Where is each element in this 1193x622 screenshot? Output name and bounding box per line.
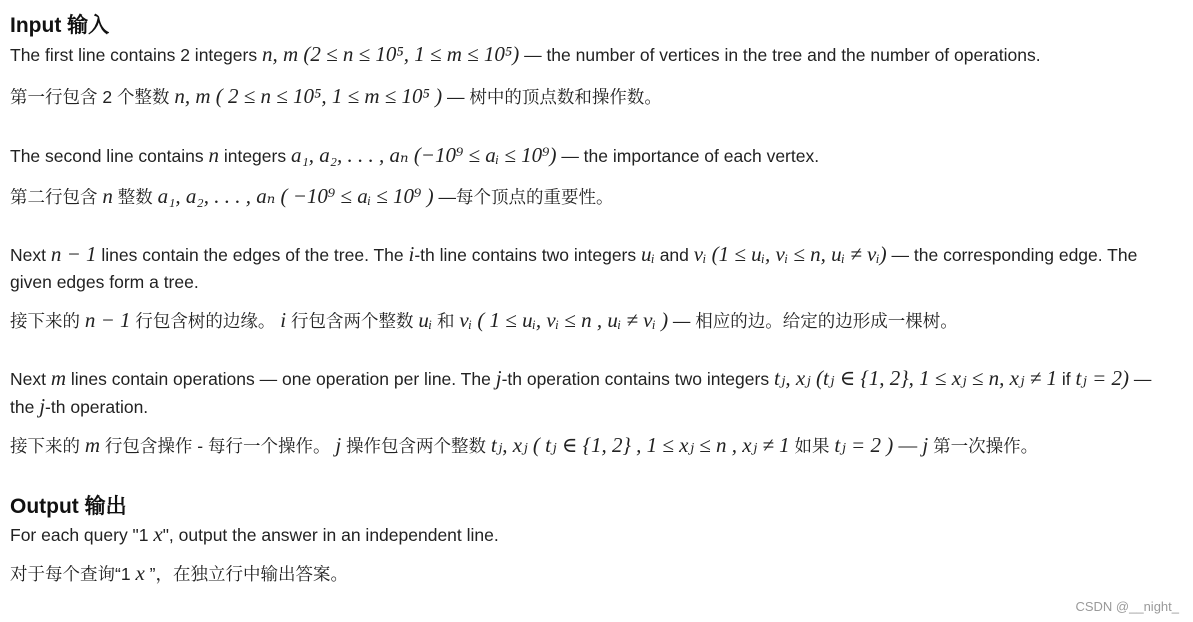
problem-statement [10, 0, 1188, 588]
math-formula: n − 1 [84, 308, 131, 332]
math-formula: uᵢ [418, 308, 433, 332]
output-line-en: For each query "1 x", output the answer in an independent line. [10, 522, 499, 546]
math-formula: i [408, 242, 415, 266]
math-formula: tⱼ = 2 ) — j [834, 433, 929, 457]
csdn-watermark: CSDN @__night_ [1075, 599, 1179, 614]
math-formula: i [280, 308, 287, 332]
math-formula: j [39, 394, 46, 418]
output-heading: Output 输出 [10, 495, 127, 518]
input-heading: Input 输入 [10, 14, 110, 37]
math-formula: j [335, 433, 342, 457]
input-line1-zh: 第一行包含 2 个整数 n, m ( 2 ≤ n ≤ 10⁵, 1 ≤ m ≤ 10⁵ ) — 树中的顶点数和操作数。 [10, 84, 662, 108]
input-line1-en: The first line contains 2 integers n, m (2 ≤ n ≤ 10⁵, 1 ≤ m ≤ 10⁵) — the number of vertices in the tree and the number of operations. [10, 42, 1041, 66]
math-formula: n, m ( 2 ≤ n ≤ 10⁵, 1 ≤ m ≤ 10⁵ ) [174, 84, 443, 108]
input-line4-en: Next m lines contain operations — one operation per line. The j-th operation contains two integers tⱼ, xⱼ (tⱼ ∈ {1, 2}, 1 ≤ xⱼ ≤ n, xⱼ ≠ 1 if tⱼ = 2) — the j-th operation. [10, 366, 1152, 418]
math-formula: tⱼ, xⱼ (tⱼ ∈ {1, 2}, 1 ≤ xⱼ ≤ n, xⱼ ≠ 1 [773, 366, 1057, 390]
math-formula: x [153, 522, 163, 546]
input-line4-zh: 接下来的 m 行包含操作 - 每行一个操作。 j 操作包含两个整数 tⱼ, xⱼ ( tⱼ ∈ {1, 2} , 1 ≤ xⱼ ≤ n , xⱼ ≠ 1 如果 tⱼ = 2 ) — j 第一次操作。 [10, 433, 1039, 457]
input-line2-en: The second line contains n integers a₁, a₂, . . . , aₙ (−10⁹ ≤ aᵢ ≤ 10⁹) — the importance of each vertex. [10, 143, 820, 167]
input-line2-zh: 第二行包含 n 整数 a₁, a₂, . . . , aₙ ( −10⁹ ≤ aᵢ ≤ 10⁹ ) —每个顶点的重要性。 [10, 184, 614, 208]
math-formula: a₁, a₂, . . . , aₙ (−10⁹ ≤ aᵢ ≤ 10⁹) [290, 143, 557, 167]
math-formula: vᵢ ( 1 ≤ uᵢ, vᵢ ≤ n , uᵢ ≠ vᵢ ) [459, 308, 669, 332]
math-formula: tⱼ, xⱼ ( tⱼ ∈ {1, 2} , 1 ≤ xⱼ ≤ n , xⱼ ≠ 1 [490, 433, 790, 457]
math-formula: m [50, 366, 67, 390]
math-formula: m [84, 433, 101, 457]
input-line3-en: Next n − 1 lines contain the edges of the tree. The i-th line contains two integers uᵢ and vᵢ (1 ≤ uᵢ, vᵢ ≤ n, uᵢ ≠ vᵢ) — the corresponding edge. The given edges form a tree. [10, 242, 1138, 292]
math-formula: uᵢ [641, 242, 655, 266]
math-formula: n, m (2 ≤ n ≤ 10⁵, 1 ≤ m ≤ 10⁵) [261, 42, 520, 66]
math-formula: n [102, 184, 113, 208]
math-formula: n [208, 143, 219, 167]
math-formula: j [495, 366, 502, 390]
math-formula: n − 1 [50, 242, 97, 266]
math-formula: x [135, 561, 145, 585]
input-line3-zh: 接下来的 n − 1 行包含树的边缘。 i 行包含两个整数 uᵢ 和 vᵢ ( 1 ≤ uᵢ, vᵢ ≤ n , uᵢ ≠ vᵢ ) — 相应的边。给定的边形成一棵树。 [10, 308, 958, 332]
math-formula: tⱼ = 2) [1075, 366, 1130, 390]
math-formula: a₁, a₂, . . . , aₙ ( −10⁹ ≤ aᵢ ≤ 10⁹ ) [157, 184, 434, 208]
math-formula: vᵢ (1 ≤ uᵢ, vᵢ ≤ n, uᵢ ≠ vᵢ) [693, 242, 887, 266]
output-line-zh: 对于每个查询“1 x ”，在独立行中输出答案。 [10, 561, 348, 585]
